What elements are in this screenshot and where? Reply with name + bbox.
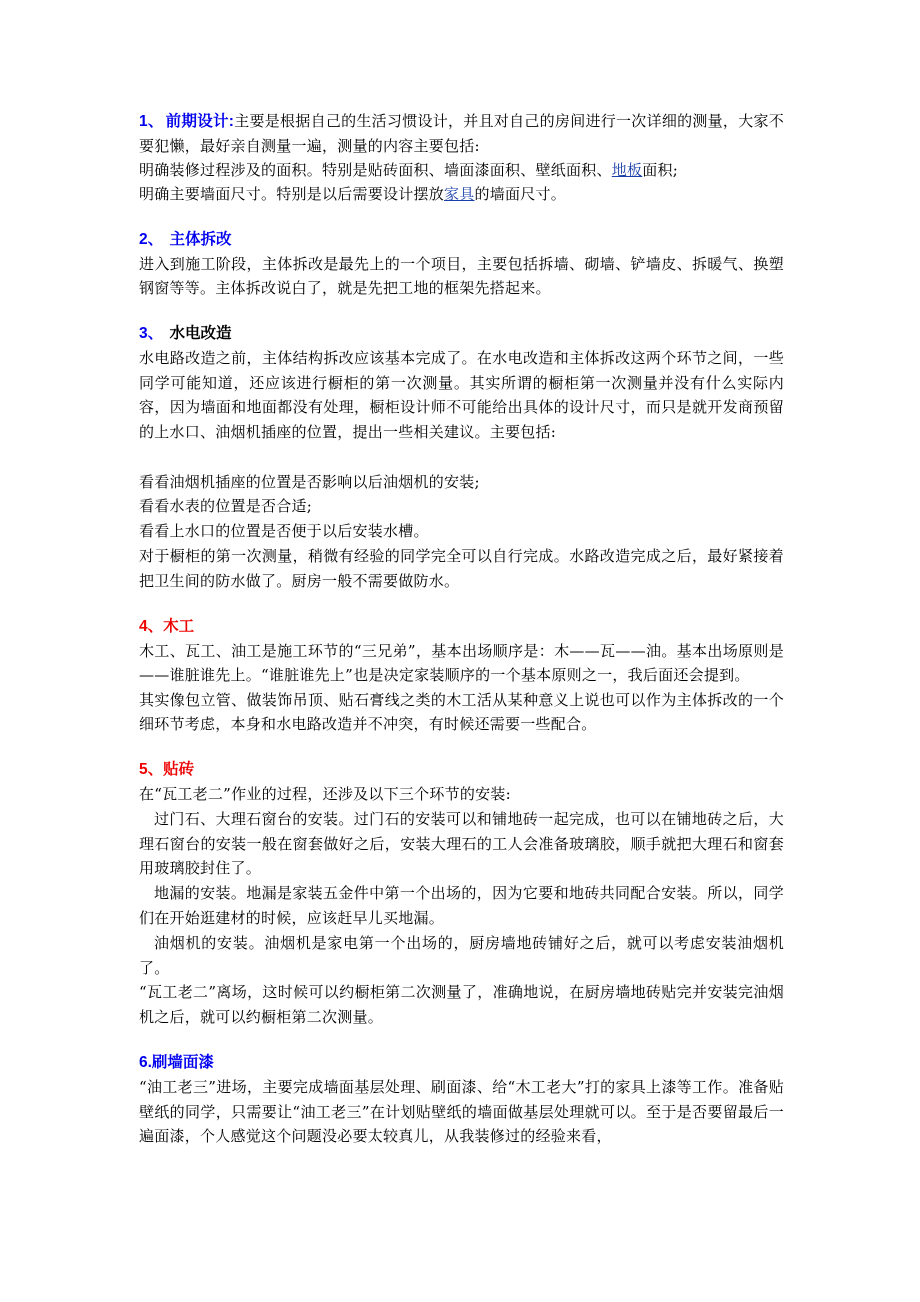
paragraph: 在“瓦工老二”作业的过程，还涉及以下三个环节的安装: bbox=[139, 784, 511, 803]
section-title: 主体拆改 bbox=[169, 230, 232, 248]
paragraph-text: 主要是根据自己的生活习惯设计，并且对自己的房间进行一次详细的测量，大家不要犯懒，最好亲自测量一遍，测量的内容主要包括: bbox=[139, 112, 784, 155]
furniture-link[interactable]: 家具 bbox=[444, 185, 475, 204]
blank-line bbox=[139, 445, 784, 470]
paragraph: “瓦工老二”离场，这时候可以约橱柜第二次测量了，准确地说，在厨房墙地砖贴完并安装完油烟机之后，就可以约橱柜第二次测量。 bbox=[139, 983, 784, 1027]
paragraph: 地漏的安装。地漏是家装五金件中第一个出场的，因为它要和地砖共同配合安装。所以，同学们在开始逛建材的时候，应该赶早儿买地漏。 bbox=[139, 884, 784, 927]
section-plumbing-electric bbox=[139, 321, 784, 594]
section-title: 水电改造 bbox=[169, 324, 232, 342]
paragraph: 水电路改造之前，主体结构拆改应该基本完成了。在水电改造和主体拆改这两个环节之间，一些同学可能知道，还应该进行橱柜的第一次测量。其实所谓的橱柜第一次测量并没有什么实际内容，因为墙面和地面都没有处理，橱柜设计师不可能给出具体的设计尺寸，而只是就开发商预留的上水口、油烟机插座的位置，提出一些相关建议。主要包括: bbox=[139, 348, 784, 442]
section-design-paragraph bbox=[139, 109, 784, 158]
paragraph: “油工老三”进场，主要完成墙面基层处理、刷面漆、给“木工老大”打的家具上漆等工作。准备贴壁纸的同学，只需要让“油工老三”在计划贴壁纸的墙面做基层处理就可以。至于是否要留最后一遍面漆，个人感觉这个问题没必要太较真儿，从我装修过的经验来看， bbox=[139, 1077, 784, 1146]
paragraph: 其实像包立管、做装饰吊顶、贴石膏线之类的木工活从某种意义上说也可以作为主体拆改的一个细环节考虑，本身和水电路改造并不冲突，有时候还需要一些配合。 bbox=[139, 690, 784, 734]
paragraph: 进入到施工阶段，主体拆改是最先上的一个项目，主要包括拆墙、砌墙、铲墙皮、拆暖气、换塑钢窗等等。主体拆改说白了，就是先把工地的框架先搭起来。 bbox=[139, 254, 784, 298]
section-number: 3、 bbox=[139, 324, 164, 342]
paragraph: 看看油烟机插座的位置是否影响以后油烟机的安装; bbox=[139, 472, 480, 491]
section-carpentry-heading: 4、木工 bbox=[139, 617, 195, 635]
paragraph: 木工、瓦工、油工是施工环节的“三兄弟”，基本出场顺序是：木——瓦——油。基本出场原则是——谁脏谁先上。“谁脏谁先上”也是决定家装顺序的一个基本原则之一，我后面还会提到。 bbox=[139, 641, 784, 685]
paragraph: 看看上水口的位置是否便于以后安装水槽。 bbox=[139, 522, 429, 541]
section-tiling bbox=[139, 757, 784, 1030]
section-tiling-heading: 5、贴砖 bbox=[139, 760, 195, 778]
section-plumbing-heading bbox=[139, 321, 784, 346]
paragraph: 过门石、大理石窗台的安装。过门石的安装可以和铺地砖一起完成，也可以在铺地砖之后，大理石窗台的安装一般在窗套做好之后，安装大理石的工人会准备玻璃胶，顺手就把大理石和窗套用玻璃胶封住了。 bbox=[139, 809, 784, 878]
paragraph: 对于橱柜的第一次测量，稍微有经验的同学完全可以自行完成。水路改造完成之后，最好紧接着把卫生间的防水做了。厨房一般不需要做防水。 bbox=[139, 546, 784, 590]
floor-link[interactable]: 地板 bbox=[611, 161, 643, 180]
section-paint-heading: 6.刷墙面漆 bbox=[139, 1053, 214, 1071]
paragraph-text: 明确装修过程涉及的面积。特别是贴砖面积、墙面漆面积、壁纸面积、 bbox=[139, 161, 612, 180]
paragraph-text: 的墙面尺寸。 bbox=[474, 185, 567, 204]
section-demolition bbox=[139, 227, 784, 301]
paragraph-text: 明确主要墙面尺寸。特别是以后需要设计摆放 bbox=[139, 185, 445, 204]
section-number: 2、 bbox=[139, 230, 164, 248]
section-title: 前期设计: bbox=[165, 113, 235, 130]
paragraph-text: 面积; bbox=[642, 161, 679, 180]
section-number: 1、 bbox=[139, 113, 164, 130]
section-design-heading bbox=[139, 113, 234, 130]
section-demolition-heading bbox=[139, 227, 784, 252]
document-body bbox=[139, 109, 784, 1169]
paragraph: 油烟机的安装。油烟机是家电第一个出场的，厨房墙地砖铺好之后，就可以考虑安装油烟机了。 bbox=[139, 933, 784, 977]
section-carpentry bbox=[139, 614, 784, 737]
section-wall-paint bbox=[139, 1050, 784, 1149]
paragraph: 看看水表的位置是否合适; bbox=[139, 497, 313, 516]
wall-size-line bbox=[139, 182, 784, 206]
area-line bbox=[139, 158, 784, 182]
section-design bbox=[139, 109, 784, 207]
